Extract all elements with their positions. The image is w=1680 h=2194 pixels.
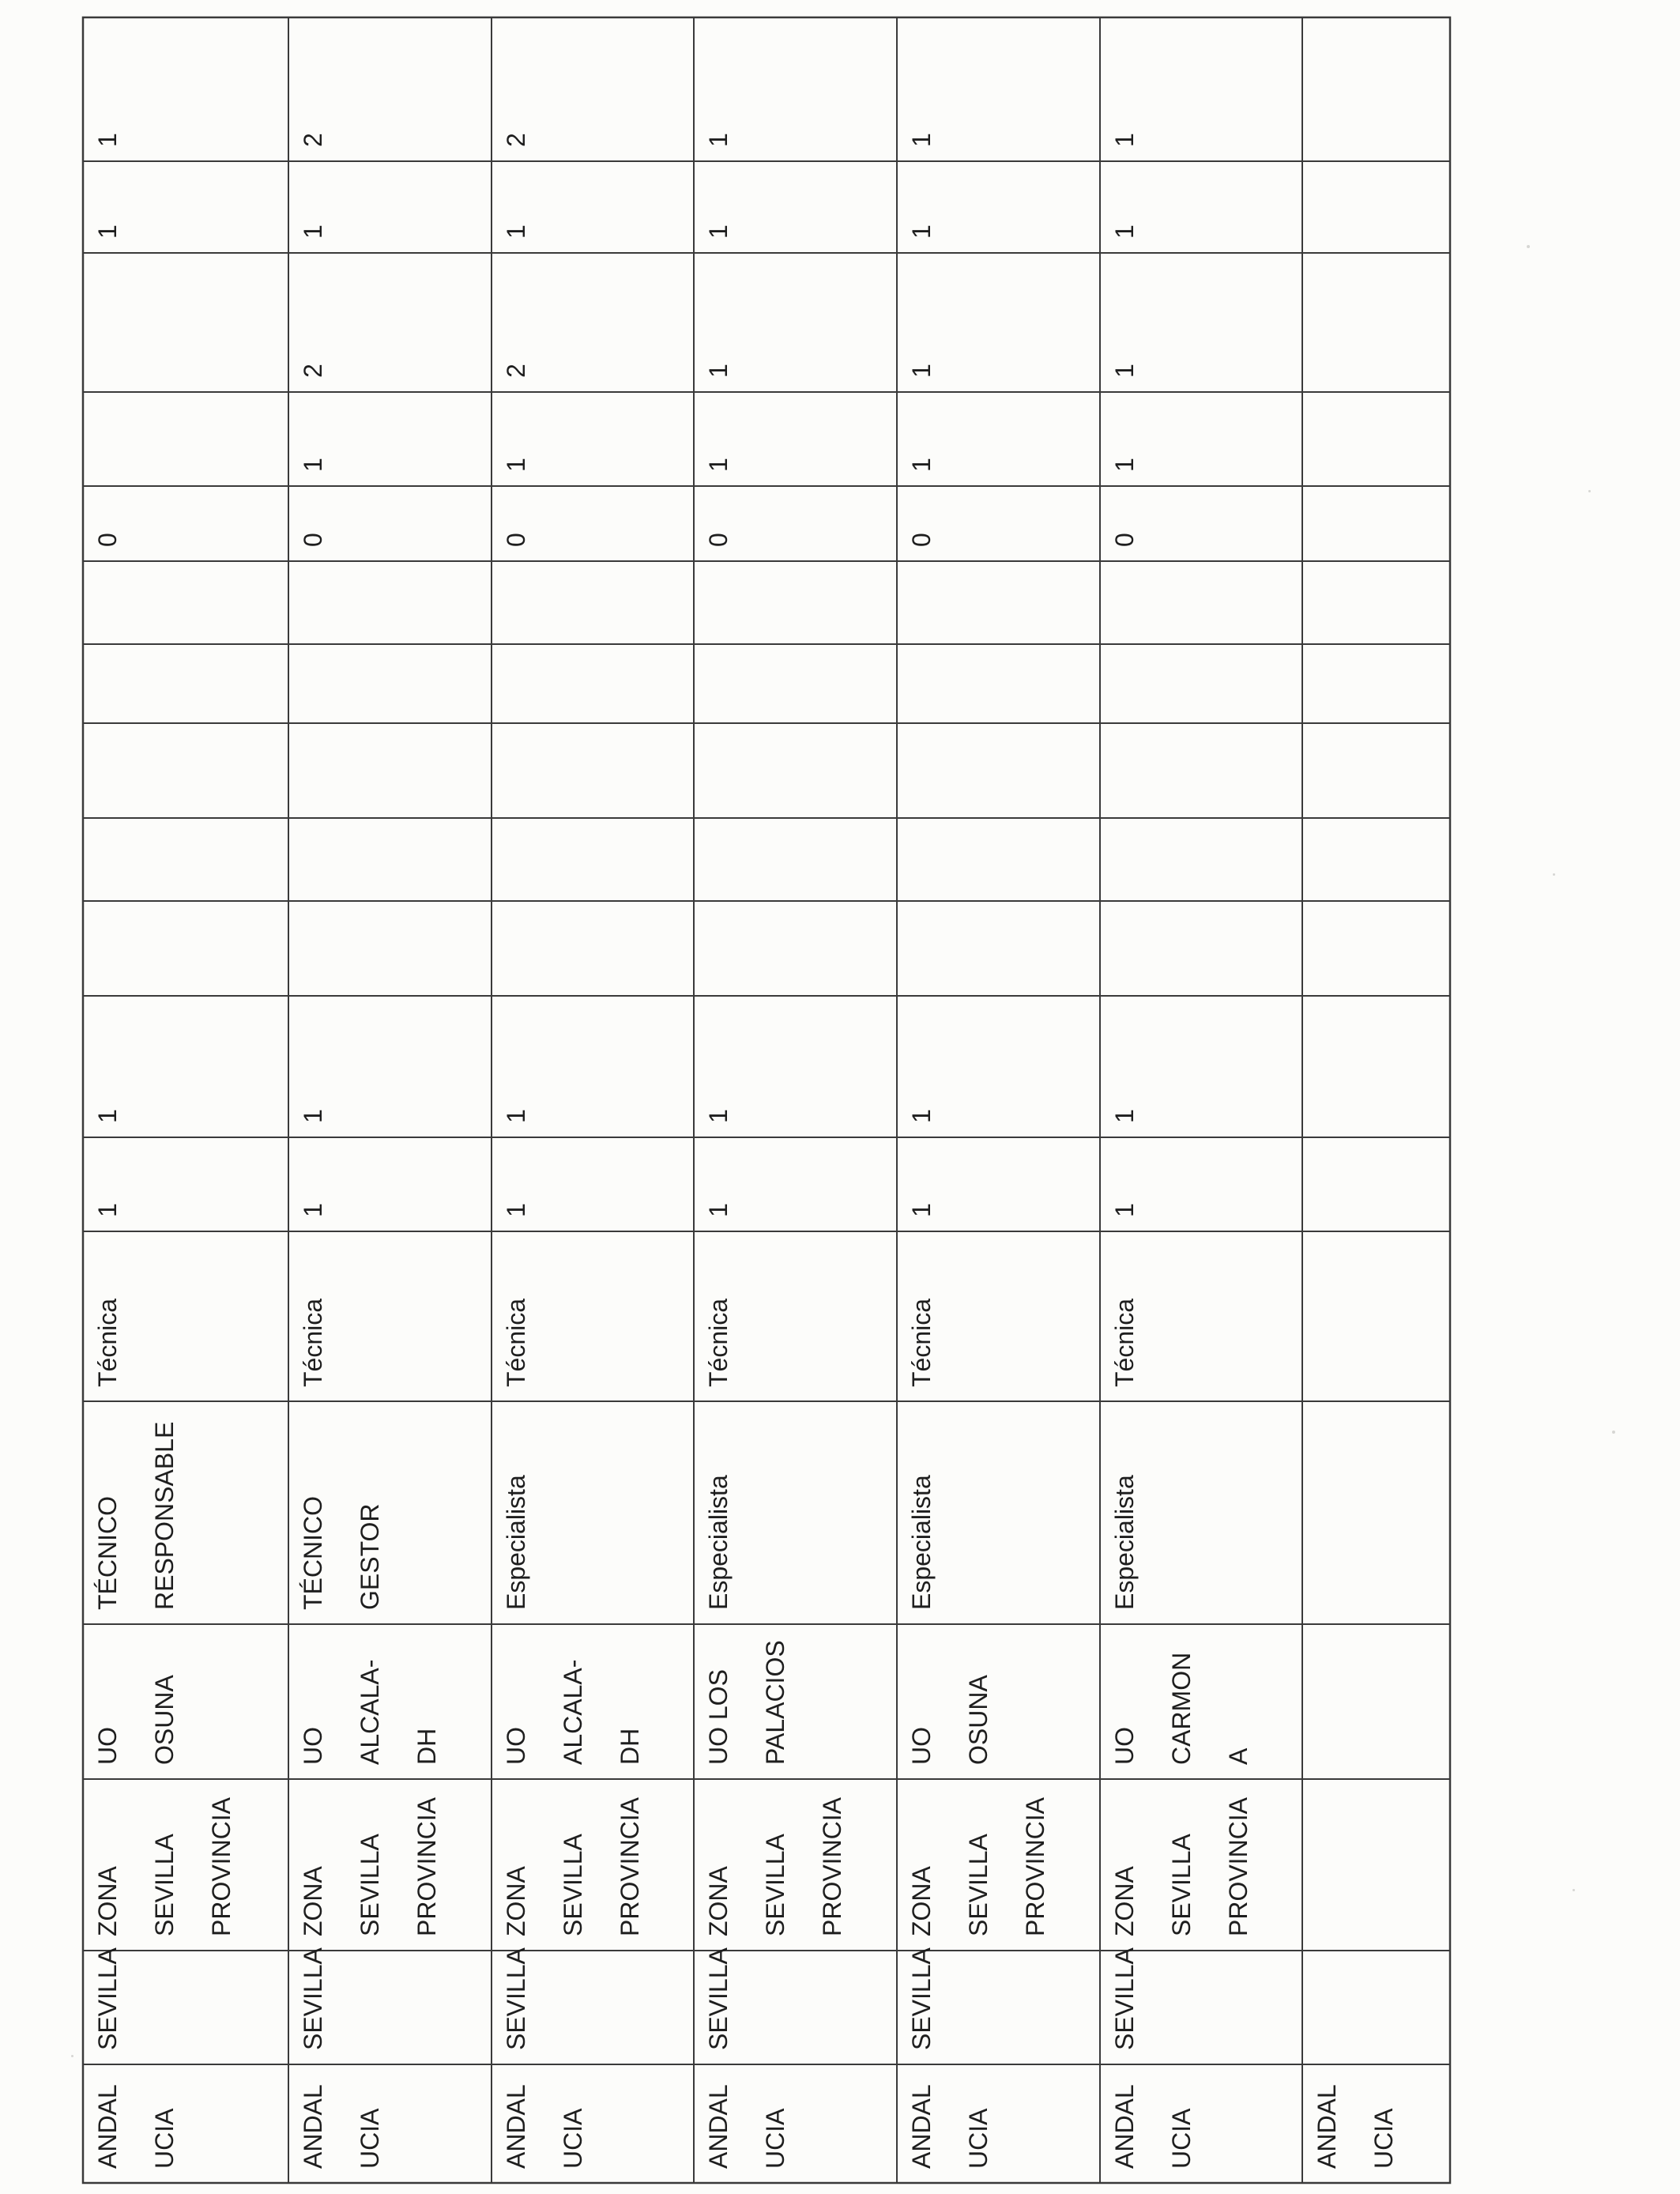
cell-category: Técnica	[93, 1298, 122, 1387]
cell-unit: UO	[502, 1727, 530, 1765]
cell-c4: 1	[907, 458, 936, 472]
table-row	[1313, 2084, 1398, 2169]
cell-region: ANDAL	[704, 2084, 733, 2169]
cell-region: ANDAL	[502, 2084, 530, 2169]
cell-zone: ZONA	[704, 1866, 733, 1936]
cell-zone: PROVINCIA	[818, 1796, 846, 1936]
table-row	[93, 133, 235, 2169]
cell-zone: ZONA	[1110, 1866, 1139, 1936]
cell-c7: 1	[704, 133, 733, 147]
cell-province: SEVILLA	[502, 1947, 530, 2050]
cell-zone: ZONA	[502, 1866, 530, 1936]
cell-c6: 1	[502, 224, 530, 239]
table-row	[907, 133, 1049, 2169]
cell-province: SEVILLA	[1110, 1947, 1139, 2050]
cell-c6: 1	[907, 224, 936, 239]
cell-profile: Especialista	[907, 1475, 936, 1610]
cell-category: Técnica	[502, 1298, 530, 1387]
cell-c7: 2	[502, 133, 530, 147]
cell-zone: PROVINCIA	[616, 1796, 644, 1936]
cell-c6: 1	[299, 224, 327, 239]
cell-zone: SEVILLA	[964, 1834, 993, 1936]
cell-unit: UO	[1110, 1727, 1139, 1765]
cell-c3: 0	[299, 533, 327, 547]
cell-unit: UO LOS	[704, 1669, 733, 1765]
table-row	[1110, 133, 1252, 2169]
cell-zone: PROVINCIA	[207, 1796, 235, 1936]
cell-c2: 1	[502, 1109, 530, 1123]
cell-zone: SEVILLA	[150, 1834, 179, 1936]
cell-zone: SEVILLA	[356, 1834, 384, 1936]
cell-zone: PROVINCIA	[1224, 1796, 1252, 1936]
cell-profile: Especialista	[1110, 1475, 1139, 1610]
cell-province: SEVILLA	[93, 1947, 122, 2050]
cell-profile: Especialista	[502, 1475, 530, 1610]
cell-c7: 1	[93, 133, 122, 147]
cell-unit: DH	[616, 1728, 644, 1765]
cell-unit: UO	[299, 1727, 327, 1765]
cell-region: UCIA	[1167, 2108, 1196, 2169]
cell-province: SEVILLA	[704, 1947, 733, 2050]
cell-c7: 2	[299, 133, 327, 147]
cell-c3: 0	[704, 533, 733, 547]
cell-unit: UO	[93, 1727, 122, 1765]
cell-profile: GESTOR	[356, 1503, 384, 1610]
cell-c2: 1	[1110, 1109, 1139, 1123]
cell-zone: ZONA	[907, 1866, 936, 1936]
cell-c5: 1	[907, 364, 936, 378]
table-row	[704, 133, 846, 2169]
cell-region: UCIA	[356, 2108, 384, 2169]
cell-c4: 1	[1110, 458, 1139, 472]
cell-c6: 1	[1110, 224, 1139, 239]
cell-province: SEVILLA	[299, 1947, 327, 2050]
cell-c2: 1	[299, 1109, 327, 1123]
cell-zone: ZONA	[93, 1866, 122, 1936]
cell-region: UCIA	[761, 2108, 789, 2169]
cell-category: Técnica	[907, 1298, 936, 1387]
cell-c1: 1	[299, 1203, 327, 1217]
cell-c4: 1	[704, 458, 733, 472]
cell-c5: 2	[299, 364, 327, 378]
cell-region: ANDAL	[1313, 2084, 1341, 2169]
cell-c2: 1	[704, 1109, 733, 1123]
cell-unit: A	[1224, 1747, 1252, 1765]
cell-profile: Especialista	[704, 1475, 733, 1610]
cell-zone: SEVILLA	[761, 1834, 789, 1936]
cell-unit: OSUNA	[964, 1675, 993, 1765]
cell-zone: PROVINCIA	[412, 1796, 441, 1936]
cell-c1: 1	[907, 1203, 936, 1217]
cell-c3: 0	[502, 533, 530, 547]
cell-c2: 1	[907, 1109, 936, 1123]
cell-category: Técnica	[1110, 1298, 1139, 1387]
cell-unit: CARMON	[1167, 1652, 1196, 1765]
cell-zone: PROVINCIA	[1021, 1796, 1049, 1936]
cell-region: UCIA	[559, 2108, 587, 2169]
cell-unit: UO	[907, 1727, 936, 1765]
cell-profile: TÉCNICO	[299, 1496, 327, 1610]
cell-region: ANDAL	[1110, 2084, 1139, 2169]
cell-c2: 1	[93, 1109, 122, 1123]
cell-c6: 1	[704, 224, 733, 239]
cell-c5: 1	[704, 364, 733, 378]
cell-region: UCIA	[964, 2108, 993, 2169]
cell-c5: 1	[1110, 364, 1139, 378]
cell-unit: OSUNA	[150, 1675, 179, 1765]
cell-c1: 1	[704, 1203, 733, 1217]
cell-unit: DH	[412, 1728, 441, 1765]
cell-category: Técnica	[704, 1298, 733, 1387]
cell-c7: 1	[907, 133, 936, 147]
cell-c5: 2	[502, 364, 530, 378]
cell-region: UCIA	[150, 2108, 179, 2169]
cell-profile: TÉCNICO	[93, 1496, 122, 1610]
cell-unit: PALACIOS	[761, 1640, 789, 1765]
cell-c7: 1	[1110, 133, 1139, 147]
cell-c3: 0	[93, 533, 122, 547]
cell-c6: 1	[93, 224, 122, 239]
table-row	[502, 133, 644, 2169]
cell-c1: 1	[93, 1203, 122, 1217]
cell-zone: SEVILLA	[559, 1834, 587, 1936]
cell-region: ANDAL	[907, 2084, 936, 2169]
cell-c3: 0	[1110, 533, 1139, 547]
cell-c3: 0	[907, 533, 936, 547]
cell-category: Técnica	[299, 1298, 327, 1387]
cell-region: ANDAL	[93, 2084, 122, 2169]
cell-c1: 1	[1110, 1203, 1139, 1217]
cell-unit: ALCALA-	[356, 1659, 384, 1765]
cell-profile: RESPONSABLE	[150, 1421, 179, 1610]
table-row	[299, 133, 441, 2169]
cell-c1: 1	[502, 1203, 530, 1217]
cell-c4: 1	[502, 458, 530, 472]
cell-province: SEVILLA	[907, 1947, 936, 2050]
cell-unit: ALCALA-	[559, 1659, 587, 1765]
cell-region: ANDAL	[299, 2084, 327, 2169]
cell-zone: SEVILLA	[1167, 1834, 1196, 1936]
cell-zone: ZONA	[299, 1866, 327, 1936]
cell-c4: 1	[299, 458, 327, 472]
cell-region: UCIA	[1369, 2108, 1398, 2169]
